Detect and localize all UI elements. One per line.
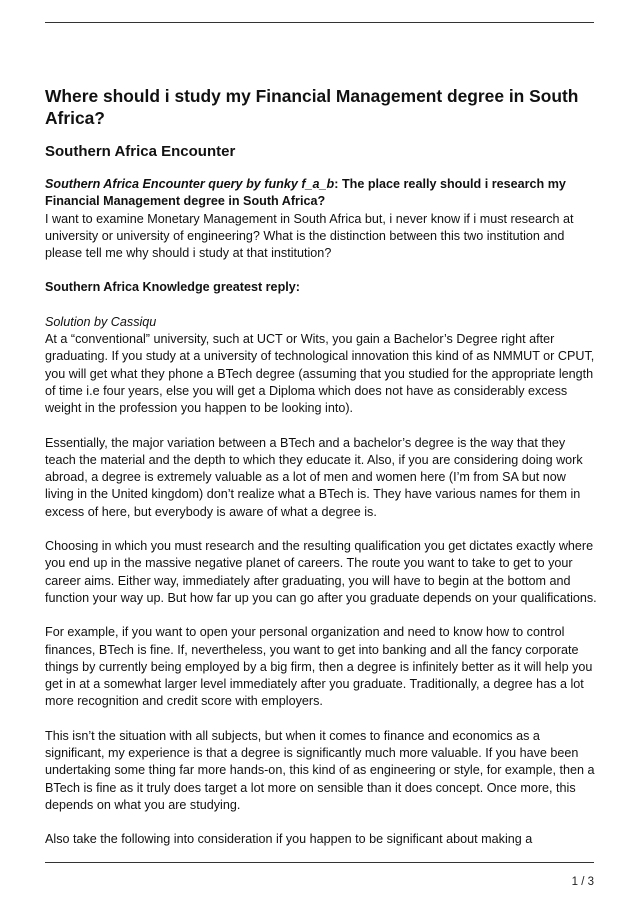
query-lead: Southern Africa Encounter query by funky f_a_b [45,177,335,191]
header-rule [45,22,594,23]
answer-paragraph-4: For example, if you want to open your personal organization and need to know how to control finances, BTech is fine. If, nevertheless, you want to get into banking and all the fancy corporate things by currently being employed by a big firm, then a degree is infinitely better as it will help you get in at a somewhat larger level immediately after you graduate. Traditionally, a degree has a lot more recognition and credit score with employers. [45,625,593,709]
solution-by: Solution by Cassiqu [45,314,157,329]
answer-paragraph-3: Choosing in which you must research and the resulting qualification you get dictates exactly where you end up in the massive negative planet of careers. The route you want to take to get to your career aims. Either way, immediately after graduating, you will have to begin at the bottom and function your way up. But how far up you can go after you graduate depends on your qualifications. [45,539,597,605]
answer-paragraph-1: At a “conventional” university, such at UCT or Wits, you gain a Bachelor’s Degree right after graduating. If you study at a university of technological innovation this kind of as NMMUT or CPUT, you will get what they phone a BTech degree (assuming that you studied for the appropriate length of time i.e four years, else you will get a Diploma which does not have as considerably excess weight in the profession you happen to be looking into). [45,332,595,416]
answer-heading: Southern Africa Knowledge greatest reply: [45,280,300,295]
solution-paragraph [45,314,597,418]
footer-rule [45,862,594,863]
query-body: I want to examine Monetary Management in South Africa but, i never know if i must research at university or university of engineering? What is the distinction between this two institution and please tell me why should i study at that institution? [45,211,574,261]
document-body [45,85,597,849]
page-number: 1 / 3 [571,876,594,888]
answer-paragraph-2: Essentially, the major variation between a BTech and a bachelor’s degree is the way that they teach the material and the depth to which they educate it. Also, if you are considering doing work abroad, a degree is extremely valuable as a lot of men and women here (I’m from SA but now living in the United kingdom) don’t realize what a BTech is. They have various names for them in excess of here, but everybody is aware of what a degree is. [45,435,583,519]
query-paragraph [45,176,597,262]
answer-paragraph-6: Also take the following into consideration if you happen to be significant about making a [45,832,533,847]
section-heading: Southern Africa Encounter [45,143,236,160]
page-title: Where should i study my Financial Management degree in South Africa? [45,86,579,128]
answer-paragraph-5: This isn’t the situation with all subjects, but when it comes to finance and economics as a significant, my experience is that a degree is significantly much more valuable. If you have been undertaking some thing far more hands-on, this kind of as engineering or style, for example, then a BTech is fine as it truly does target a lot more on sensible than it does concept. Once more, this depends on what you are studying. [45,728,595,812]
query-question: : The place really should i research my Financial Management degree in South Africa? [45,177,566,209]
